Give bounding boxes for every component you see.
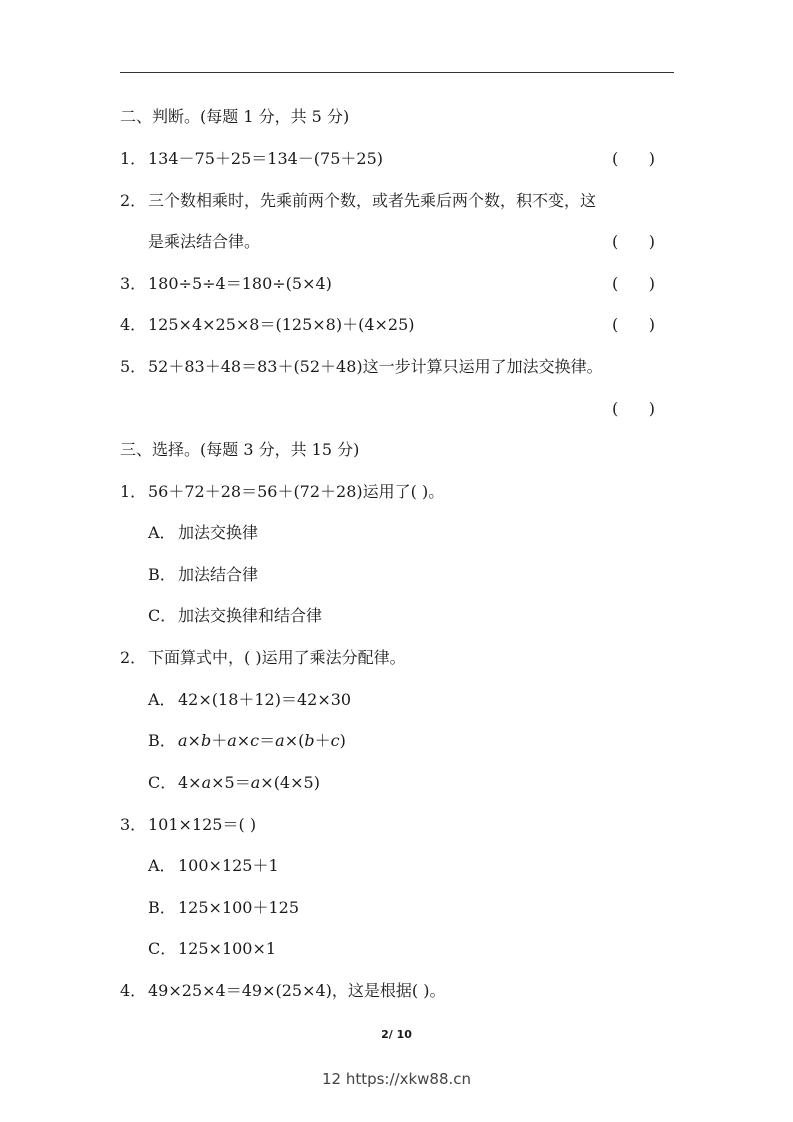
top-rule <box>120 72 674 73</box>
judge-item-5 <box>120 357 603 377</box>
choice-question-3 <box>120 815 256 835</box>
item-number: 5． <box>120 357 147 376</box>
item-number: 2． <box>120 191 147 210</box>
option-text: 加法交换律和结合律 <box>178 606 323 625</box>
item-number: 1． <box>120 149 147 168</box>
question-text: 101×125＝( ) <box>148 815 257 834</box>
option-text: 4×a×5＝a×(4×5) <box>178 773 320 792</box>
question-text: 49×25×4＝49×(25×4)，这是根据( )。 <box>148 981 446 1000</box>
option-label: B． <box>148 565 176 584</box>
answer-paren-5[interactable]: ( ) <box>612 399 655 418</box>
option-text: 125×100＋125 <box>178 898 300 917</box>
choice-question-4 <box>120 981 445 1001</box>
judge-item-4 <box>120 315 415 335</box>
choice-question-1 <box>120 482 444 502</box>
judge-item-3 <box>120 274 332 294</box>
item-text: 134－75＋25＝134－(75＋25) <box>148 149 384 168</box>
judge-item-1 <box>120 149 383 169</box>
option-b[interactable] <box>148 565 258 585</box>
option-text: 100×125＋1 <box>178 856 279 875</box>
judge-item-2 <box>120 191 596 211</box>
answer-paren-3[interactable]: ( ) <box>612 274 655 293</box>
option-b[interactable] <box>148 731 346 751</box>
option-a[interactable] <box>148 690 351 710</box>
option-text: 125×100×1 <box>178 939 277 958</box>
option-a[interactable] <box>148 523 258 543</box>
option-label: B． <box>148 898 176 917</box>
option-a[interactable] <box>148 856 279 876</box>
question-number: 4． <box>120 981 147 1000</box>
question-text: 56＋72＋28＝56＋(72＋28)运用了( )。 <box>148 482 445 501</box>
option-c[interactable] <box>148 773 320 793</box>
question-number: 1． <box>120 482 147 501</box>
option-label: B． <box>148 731 176 750</box>
section2-title: 二、判断。(每题 1 分，共 5 分) <box>120 107 350 126</box>
option-label: A． <box>148 856 176 875</box>
option-label: A． <box>148 523 176 542</box>
option-label: C． <box>148 606 177 625</box>
option-text: 加法交换律 <box>178 523 259 542</box>
item-text: 三个数相乘时，先乘前两个数，或者先乘后两个数，积不变，这 <box>148 191 597 210</box>
option-text: 加法结合律 <box>178 565 259 584</box>
section3-title: 三、选择。(每题 3 分，共 15 分) <box>120 440 360 459</box>
question-number: 3． <box>120 815 147 834</box>
watermark: 12 https://xkw88.cn <box>321 1070 472 1088</box>
question-number: 2． <box>120 648 147 667</box>
option-label: C． <box>148 773 177 792</box>
option-c[interactable] <box>148 939 276 959</box>
answer-paren-4[interactable]: ( ) <box>612 315 655 334</box>
item-number: 4． <box>120 315 147 334</box>
item-text: 125×4×25×8＝(125×8)＋(4×25) <box>148 315 415 334</box>
item-text: 180÷5÷4＝180÷(5×4) <box>148 274 332 293</box>
option-b[interactable] <box>148 898 299 918</box>
judge-item-2-cont: 是乘法结合律。 <box>148 232 261 251</box>
question-text: 下面算式中，( )运用了乘法分配律。 <box>148 648 406 667</box>
answer-paren-2[interactable]: ( ) <box>612 232 655 251</box>
item-text: 52＋83＋48＝83＋(52＋48)这一步计算只运用了加法交换律。 <box>148 357 603 376</box>
option-c[interactable] <box>148 606 322 626</box>
choice-question-2 <box>120 648 406 668</box>
option-text: a×b＋a×c＝a×(b＋c) <box>178 731 346 750</box>
option-label: A． <box>148 690 176 709</box>
page-number: 2/ 10 <box>381 1028 412 1041</box>
option-label: C． <box>148 939 177 958</box>
answer-paren-1[interactable]: ( ) <box>612 149 655 168</box>
item-number: 3． <box>120 274 147 293</box>
option-text: 42×(18＋12)＝42×30 <box>178 690 352 709</box>
